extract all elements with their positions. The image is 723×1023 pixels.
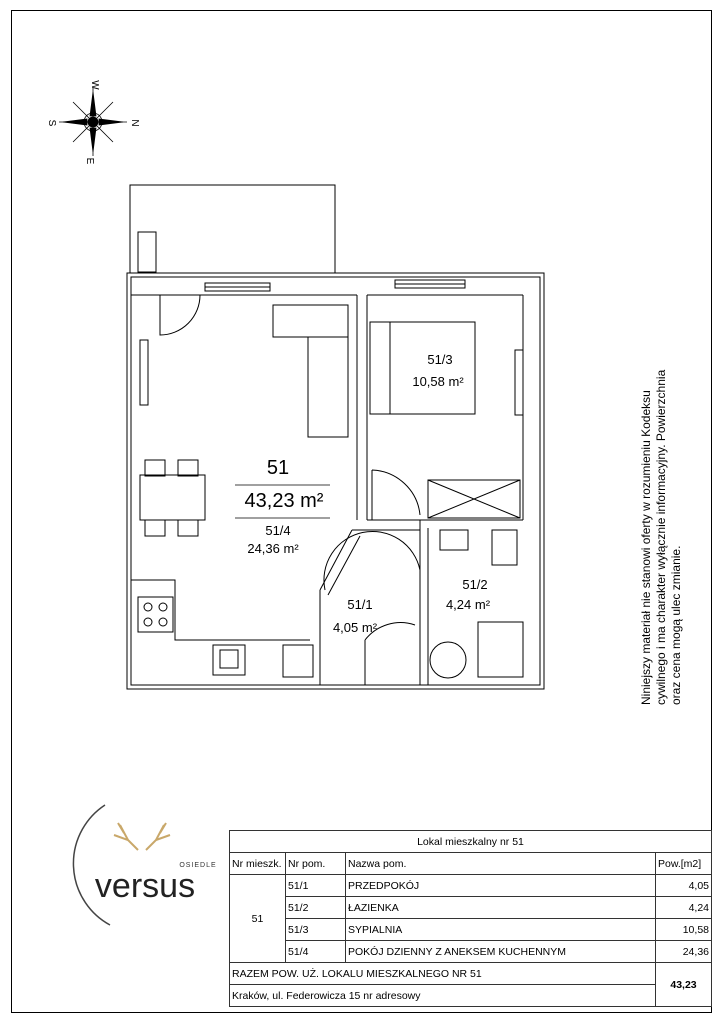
table-cell: 24,36: [656, 941, 712, 963]
total-label: RAZEM POW. UŻ. LOKALU MIESZKALNEGO NR 51: [230, 963, 656, 985]
table-cell: 10,58: [656, 919, 712, 941]
bedroom-id: 51/3: [427, 352, 453, 367]
table-cell: ŁAZIENKA: [346, 897, 656, 919]
apartment-table: [229, 830, 712, 1007]
disclaimer-note: [639, 305, 697, 705]
hall-id: 51/1: [347, 597, 373, 612]
unit-area: 43,23 m²: [244, 490, 324, 512]
compass-w-label: W: [89, 80, 100, 90]
unit-number: 51: [266, 457, 290, 479]
bathroom-area: 4,24 m²: [445, 597, 491, 612]
osiedle-versus-logo: [50, 795, 230, 935]
total-value: 43,23: [656, 963, 712, 1007]
disclaimer-line: cywilnego i ma charakter wyłącznie informacyjny. Powierzchnia: [654, 369, 668, 705]
bathroom-id: 51/2: [462, 577, 488, 592]
hall-area: 4,05 m²: [332, 620, 378, 635]
logo-big-text: versus: [94, 867, 196, 905]
table-cell: 51/2: [286, 897, 346, 919]
table-cell: SYPIALNIA: [346, 919, 656, 941]
table-header: Nr pom.: [286, 853, 346, 875]
table-header: Pow.[m2]: [656, 853, 712, 875]
table-cell: PRZEDPOKÓJ: [346, 875, 656, 897]
table-title: Lokal mieszkalny nr 51: [230, 831, 712, 853]
logo-small-text: OSIEDLE: [179, 862, 217, 869]
table-header: Nazwa pom.: [346, 853, 656, 875]
table-cell: 51/3: [286, 919, 346, 941]
living-room-id: 51/4: [265, 523, 291, 538]
compass-e-label: E: [84, 157, 95, 165]
disclaimer-line: oraz cena mogą ulec zmianie.: [669, 545, 683, 705]
living-room-area: 24,36 m²: [247, 541, 299, 556]
compass-s-label: S: [46, 119, 57, 127]
address: Kraków, ul. Federowicza 15 nr adresowy: [230, 985, 656, 1007]
table-cell: 51/4: [286, 941, 346, 963]
compass-n-label: N: [129, 119, 140, 127]
table-cell: 4,24: [656, 897, 712, 919]
table-header: Nr mieszk.: [230, 853, 286, 875]
bedroom-area: 10,58 m²: [412, 374, 464, 389]
disclaimer-line: Niniejszy materiał nie stanowi oferty w rozumieniu Kodeksu: [639, 390, 653, 705]
table-cell: 4,05: [656, 875, 712, 897]
table-cell: POKÓJ DZIENNY Z ANEKSEM KUCHENNYM: [346, 941, 656, 963]
table-cell: 51/1: [286, 875, 346, 897]
apartment-number-cell: 51: [230, 875, 286, 963]
